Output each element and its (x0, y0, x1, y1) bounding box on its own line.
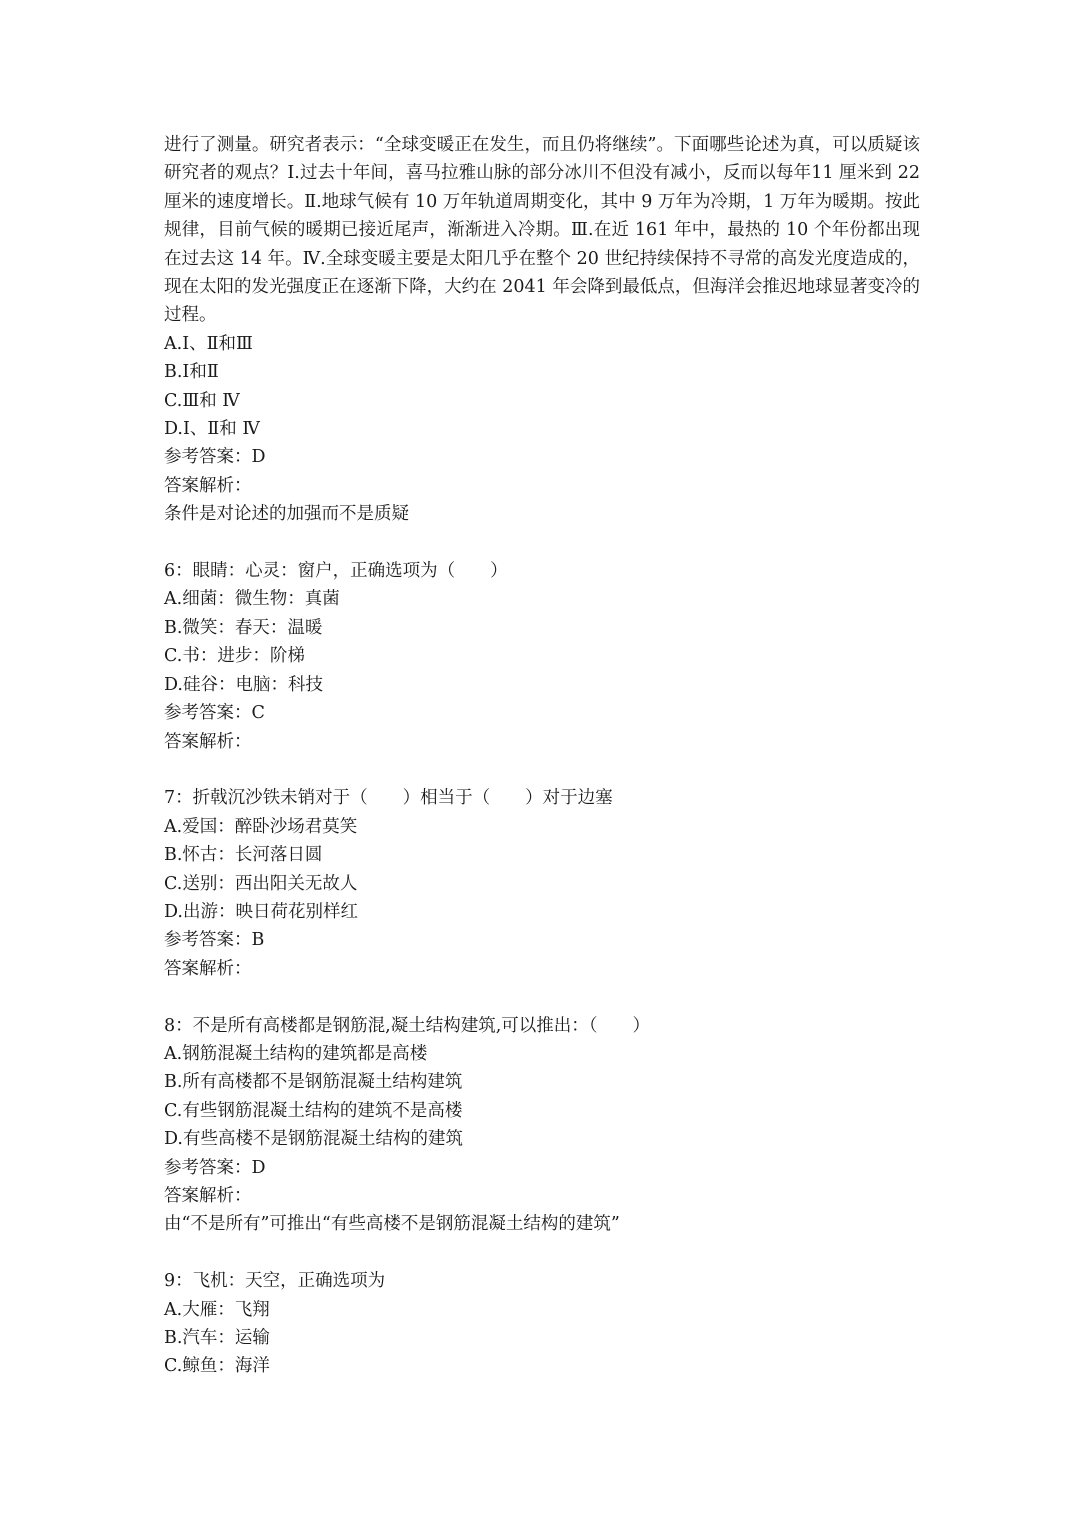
option-a: A.Ⅰ、Ⅱ和Ⅲ (164, 333, 253, 354)
reference-answer: 参考答案：D (164, 447, 266, 468)
document-page (164, 131, 920, 1381)
option-d: D.出游：映日荷花别样红 (164, 901, 358, 922)
option-a: A.爱国：醉卧沙场君莫笑 (164, 816, 358, 837)
reference-answer: 参考答案：D (164, 1157, 266, 1178)
option-b: B.Ⅰ和Ⅱ (164, 362, 219, 383)
analysis-label: 答案解析： (164, 731, 252, 752)
spacer (164, 756, 920, 784)
analysis-label: 答案解析： (164, 1185, 252, 1206)
question-7 (164, 784, 920, 983)
option-b: B.微笑：春天：温暖 (164, 617, 323, 638)
option-c: C.鲸鱼：海洋 (164, 1356, 270, 1377)
option-a: A.大雁：飞翔 (164, 1299, 270, 1320)
option-a: A.细菌：微生物：真菌 (164, 589, 340, 610)
option-c: C.有些钢筋混凝土结构的建筑不是高楼 (164, 1100, 463, 1121)
option-b: B.汽车：运输 (164, 1328, 270, 1348)
option-d: D.Ⅰ、Ⅱ和 Ⅳ (164, 419, 260, 440)
spacer (164, 983, 920, 1011)
option-c: C.送别：西出阳关无故人 (164, 873, 358, 894)
spacer (164, 529, 920, 557)
question-9 (164, 1267, 920, 1381)
option-b: B.所有高楼都不是钢筋混凝土结构建筑 (164, 1072, 463, 1093)
reference-answer: 参考答案：C (164, 703, 265, 724)
question-stem: 9：飞机：天空，正确选项为 (164, 1271, 386, 1292)
analysis-text: 条件是对论述的加强而不是质疑 (164, 504, 409, 525)
option-d: D.有些高楼不是钢筋混凝土结构的建筑 (164, 1129, 463, 1150)
option-b: B.怀古：长河落日圆 (164, 845, 323, 866)
analysis-label: 答案解析： (164, 475, 252, 496)
question-stem: 进行了测量。研究者表示：“全球变暖正在发生，而且仍将继续”。下面哪些论述为真，可以质疑该研究者的观点？I.过去十年间，喜马拉雅山脉的部分冰川不但没有减小，反而以每年11 厘米到 22 厘米的速度增长。Ⅱ.地球气候有 10 万年轨道周期变化，其中 9 万年为冷期，1 万年为暖期。按此规律，目前气候的暖期已接近尾声，渐渐进入冷期。Ⅲ.在近 161 年中，最热的 10 个年份都出现在过去这 14 年。Ⅳ.全球变暖主要是太阳几乎在整个 20 世纪持续保持不寻常的高发光度造成的，现在太阳的发光强度正在逐渐下降，大约在 2041 年会降到最低点，但海洋会推迟地球显著变冷的过程。 (164, 135, 920, 326)
question-8 (164, 1012, 920, 1239)
question-6 (164, 557, 920, 756)
reference-answer: 参考答案：B (164, 930, 265, 951)
question-stem: 6：眼睛：心灵：窗户，正确选项为（ ） (164, 561, 508, 582)
analysis-text: 由“不是所有”可推出“有些高楼不是钢筋混凝土结构的建筑” (164, 1214, 620, 1235)
option-a: A.钢筋混凝土结构的建筑都是高楼 (164, 1043, 428, 1064)
option-c: C.书：进步：阶梯 (164, 646, 305, 667)
question-stem: 7：折戟沉沙铁未销对于（ ）相当于（ ）对于边塞 (164, 788, 613, 809)
question-5 (164, 131, 920, 529)
question-stem: 8：不是所有高楼都是钢筋混,凝土结构建筑,可以推出：（ ） (164, 1015, 651, 1036)
option-c: C.Ⅲ和 Ⅳ (164, 390, 240, 411)
option-d: D.硅谷：电脑：科技 (164, 674, 323, 695)
analysis-label: 答案解析： (164, 958, 252, 979)
spacer (164, 1239, 920, 1267)
